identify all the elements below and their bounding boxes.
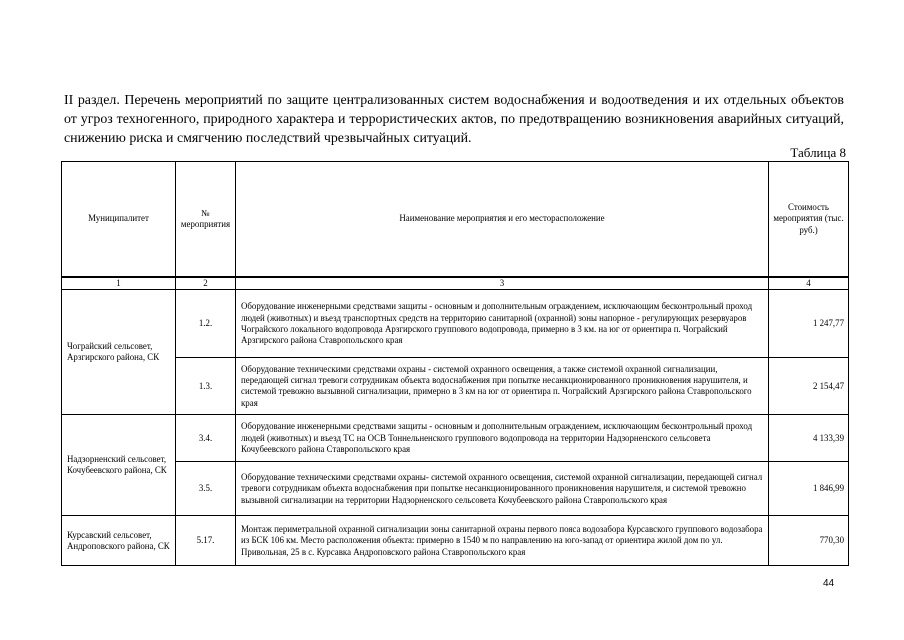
measure-cost: 1 247,77: [769, 290, 849, 358]
measures-table: [61, 161, 849, 566]
measure-number: 1.2.: [176, 290, 236, 358]
table-header-row: [62, 162, 849, 278]
page-number: 44: [823, 578, 835, 589]
column-number: 2: [176, 277, 236, 290]
measure-description: Оборудование инженерными средствами защиты - основным и дополнительным ограждением, исключающим бесконтрольный проход людей (животных) и въезд транспортных средств на территорию санитарной (охранной) зоны напорное - регулирующих резервуаров Чограйского локального водопровода Арзгирского группового водопровода, примерно в 3 км. на юг от ориентира п. Чограйский Арзгирского района Ставропольского края: [236, 290, 769, 358]
measure-number: 5.17.: [176, 516, 236, 566]
measure-description: Монтаж периметральной охранной сигнализации зоны санитарной охраны первого пояса водозабора Курсавского группового водозабора из БСК 106 км. Место расположения объекта: примерно в 1540 м по направлению на юго-запад от ориентира жилой дом по ул. Привольная, 25 в с. Курсавка Андроповского района Ставропольского края: [236, 516, 769, 566]
table-label: Таблица 8: [790, 145, 846, 160]
measure-description: Оборудование техническими средствами охраны- системой охранного освещения, системой охранной сигнализации, передающей сигнал тревоги сотрудникам объекта водоснабжения при попытке несанкционированного проникновения нарушителя, и системой тревожно вызывной сигнализации на территории Надзорненского сельсовета Кочубеевского района Ставропольского края: [236, 462, 769, 516]
header-description: Наименование мероприятия и его месторасположение: [236, 162, 769, 278]
measure-cost: 770,30: [769, 516, 849, 566]
table-row: [62, 415, 849, 462]
table-row: [62, 290, 849, 358]
table-row: [62, 358, 849, 415]
table-row: [62, 516, 849, 566]
measure-number: 1.3.: [176, 358, 236, 415]
header-cost: Стоимость мероприятия (тыс. руб.): [769, 162, 849, 278]
measure-number: 3.5.: [176, 462, 236, 516]
measure-cost: 1 846,99: [769, 462, 849, 516]
measure-description: Оборудование техническими средствами охраны - системой охранного освещения, а также системой охранной сигнализации, передающей сигнал тревоги сотрудникам объекта водоснабжения при попытке несанкционированного проникновения нарушителя, и системой тревожно вызывной сигнализации, примерно в 3 км на юг от ориентира п. Чограйский Арзгирского района Ставропольского края: [236, 358, 769, 415]
measure-cost: 2 154,47: [769, 358, 849, 415]
header-number: № мероприятия: [176, 162, 236, 278]
municipality-cell: Надзорненский сельсовет, Кочубеевского района, СК: [62, 415, 176, 516]
measure-cost: 4 133,39: [769, 415, 849, 462]
column-number: 3: [236, 277, 769, 290]
municipality-cell: Чограйский сельсовет, Арзгирского района, СК: [62, 290, 176, 415]
section-heading: II раздел. Перечень мероприятий по защите централизованных систем водоснабжения и водоотведения и их отдельных объектов от угроз техногенного, природного характера и террористических актов, по предотвращению возникновения аварийных ситуаций, снижению риска и смягчению последствий чрезвычайных ситуаций.: [64, 93, 844, 146]
measure-number: 3.4.: [176, 415, 236, 462]
column-number: 4: [769, 277, 849, 290]
table-row: [62, 462, 849, 516]
municipality-cell: Курсавский сельсовет, Андроповского района, СК: [62, 516, 176, 566]
column-number-row: [62, 277, 849, 290]
header-municipality: Муниципалитет: [62, 162, 176, 278]
measure-description: Оборудование инженерными средствами защиты - основным и дополнительным ограждением, исключающим бесконтрольный проход людей (животных) и въезд ТС на ОСВ Тоннельненского группового водопровода на территории Надзорненского сельсовета Кочубеевского района Ставропольского края: [236, 415, 769, 462]
column-number: 1: [62, 277, 176, 290]
